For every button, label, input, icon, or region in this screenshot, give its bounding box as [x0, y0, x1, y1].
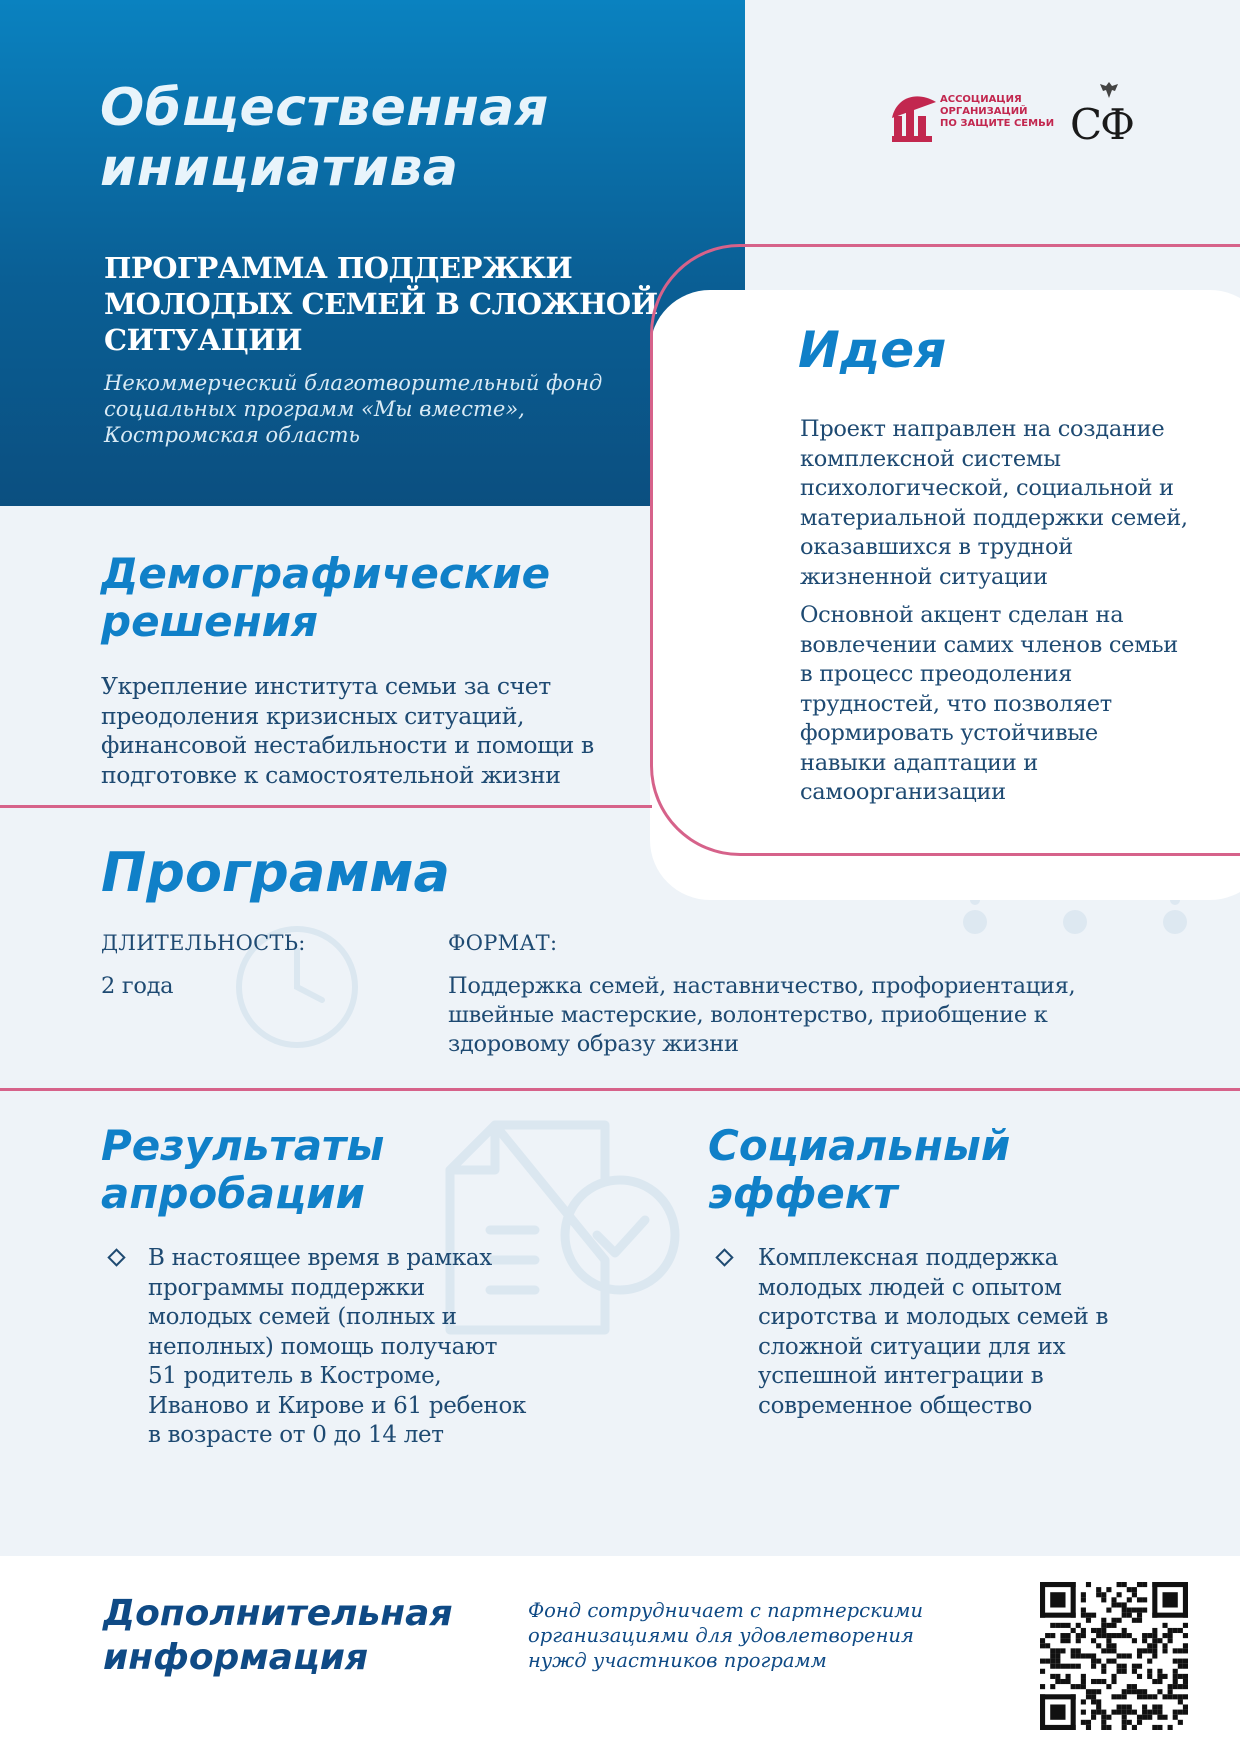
format-value: Поддержка семей, наставничество, профориентация, швейные мастерские, волонтерство, приобщение к здоровому образу жизни	[448, 973, 1076, 1057]
idea-paragraph-2: Основной акцент сделан на вовлечении самих членов семьи в процесс преодоления трудностей, что позволяет формировать устойчивые навыки адаптации и самоорганизации	[800, 602, 1178, 805]
footer-text: Фонд сотрудничает с партнерскими организациями для удовлетворения нужд участников программ	[528, 1599, 924, 1672]
demographic-heading: Демографические решения	[101, 549, 551, 646]
association-logo-text: АССОЦИАЦИЯ ОРГАНИЗАЦИЙ ПО ЗАЩИТЕ СЕМЬИ	[940, 94, 1055, 129]
page-title: Общественная инициатива	[100, 78, 549, 198]
qr-code[interactable]	[1040, 1582, 1188, 1730]
format-label: ФОРМАТ:	[448, 931, 558, 955]
organization-name: Некоммерческий благотворительный фонд социальных программ «Мы вместе», Костромская область	[104, 371, 603, 447]
bullet-icon	[715, 1248, 733, 1266]
social-heading: Социальный эффект	[708, 1121, 1011, 1218]
idea-heading: Идея	[798, 321, 947, 379]
results-heading: Результаты апробации	[101, 1121, 385, 1218]
demographic-text: Укрепление института семьи за счет преодоления кризисных ситуаций, финансовой нестабильности и помощи в подготовке к самостоятельной жизни	[101, 672, 594, 789]
hero-banner	[0, 0, 745, 506]
divider-line	[0, 805, 652, 808]
program-title: ПРОГРАММА ПОДДЕРЖКИ МОЛОДЫХ СЕМЕЙ В СЛОЖНОЙ СИТУАЦИИ	[104, 251, 658, 357]
eagle-emblem-icon	[1098, 80, 1120, 100]
footer-heading: Дополнительная информация	[103, 1593, 453, 1678]
sf-logo: СФ	[1070, 100, 1133, 149]
program-heading: Программа	[101, 841, 450, 904]
duration-value: 2 года	[101, 973, 174, 999]
idea-paragraph-1: Проект направлен на создание комплексной системы психологической, социальной и материальной поддержки семей, оказавшихся в трудной жизненной ситуации	[800, 416, 1188, 590]
results-bullet: В настоящее время в рамках программы поддержки молодых семей (полных и неполных) помощь получают 51 родитель в Костроме, Иваново и Кирове и 61 ребенок в возрасте от 0 до 14 лет	[148, 1245, 527, 1448]
social-bullet: Комплексная поддержка молодых людей с опытом сиротства и молодых семей в сложной ситуации для их успешной интеграции в современное общество	[758, 1245, 1109, 1419]
divider-line	[0, 1088, 1240, 1091]
bullet-icon	[107, 1248, 125, 1266]
duration-label: ДЛИТЕЛЬНОСТЬ:	[101, 931, 306, 955]
partner-logos	[890, 80, 1160, 160]
